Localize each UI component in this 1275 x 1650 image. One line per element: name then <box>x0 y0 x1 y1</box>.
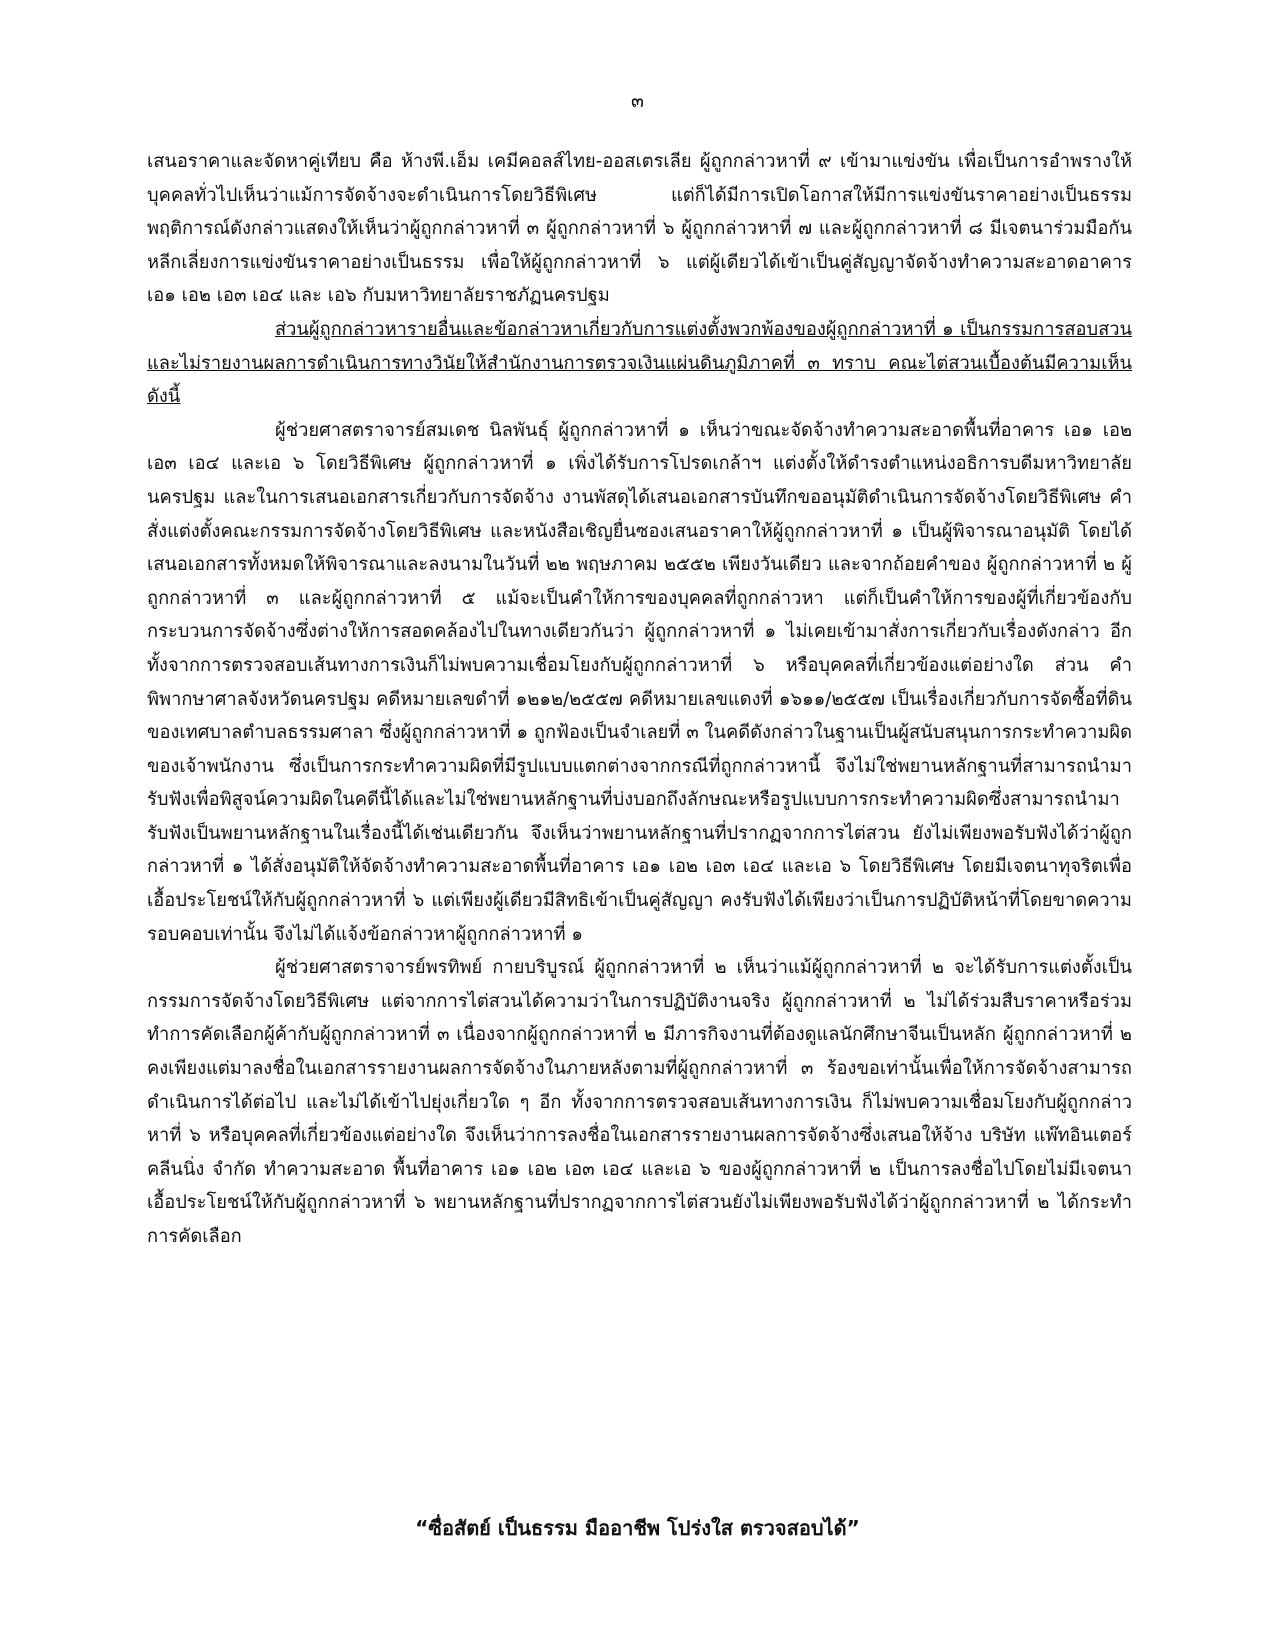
paragraph-continuation: เสนอราคาและจัดหาคู่เทียบ คือ ห้างพี.เอ็ม เคมีคอลส์ไทย-ออสเตรเลีย ผู้ถูกกล่าวหาที่ ๙ เข้ามาแข่งขัน เพื่อเป็นการอำพรางให้บุคคลทั่วไปเห็นว่าแม้การจัดจ้างจะดำเนินการโดยวิธีพิเศษ แต่ก็ได้มีการเปิดโอกาสให้มีการแข่งขันราคาอย่างเป็นธรรม พฤติการณ์ดังกล่าวแสดงให้เห็นว่าผู้ถูกกล่าวหาที่ ๓ ผู้ถูกกล่าวหาที่ ๖ ผู้ถูกกล่าวหาที่ ๗ และผู้ถูกกล่าวหาที่ ๘ มีเจตนาร่วมมือกันหลีกเลี่ยงการแข่งขันราคาอย่างเป็นธรรม เพื่อให้ผู้ถูกกล่าวหาที่ ๖ แต่ผู้เดียวได้เข้าเป็นคู่สัญญาจัดจ้างทำความสะอาดอาคาร เอ๑ เอ๒ เอ๓ เอ๔ และ เอ๖ กับมหาวิทยาลัยราชภัฏนครปฐม <box>147 151 1132 307</box>
paragraph-accused-1: ผู้ช่วยศาสตราจารย์สมเดช นิลพันธุ์ ผู้ถูกกล่าวหาที่ ๑ เห็นว่าขณะจัดจ้างทำความสะอาดพื้นที่อาคาร เอ๑ เอ๒ เอ๓ เอ๔ และเอ ๖ โดยวิธีพิเศษ ผู้ถูกกล่าวหาที่ ๑ เพิ่งได้รับการโปรดเกล้าฯ แต่งตั้งให้ดำรงตำแหน่งอธิการบดีมหาวิทยาลัยนครปฐม และในการเสนอเอกสารเกี่ยวกับการจัดจ้าง งานพัสดุได้เสนอเอกสารบันทึกขออนุมัติดำเนินการจัดจ้างโดยวิธีพิเศษ คำสั่งแต่งตั้งคณะกรรมการจัดจ้างโดยวิธีพิเศษ และหนังสือเชิญยื่นซองเสนอราคาให้ผู้ถูกกล่าวหาที่ ๑ เป็นผู้พิจารณาอนุมัติ โดยได้เสนอเอกสารทั้งหมดให้พิจารณาและลงนามในวันที่ ๒๒ พฤษภาคม ๒๕๕๒ เพียงวันเดียว และจากถ้อยคำของ ผู้ถูกกล่าวหาที่ ๒ ผู้ถูกกล่าวหาที่ ๓ และผู้ถูกกล่าวหาที่ ๕ แม้จะเป็นคำให้การของบุคคลที่ถูกกล่าวหา แต่ก็เป็นคำให้การของผู้ที่เกี่ยวข้องกับกระบวนการจัดจ้างซึ่งต่างให้การสอดคล้องไปในทางเดียวกันว่า ผู้ถูกกล่าวหาที่ ๑ ไม่เคยเข้ามาสั่งการเกี่ยวกับเรื่องดังกล่าว อีกทั้งจากการตรวจสอบเส้นทางการเงินก็ไม่พบความเชื่อมโยงกับผู้ถูกกล่าวหาที่ ๖ หรือบุคคลที่เกี่ยวข้องแต่อย่างใด ส่วน คำพิพากษาศาลจังหวัดนครปฐม คดีหมายเลขดำที่ ๑๒๑๒/๒๕๕๗ คดีหมายเลขแดงที่ ๑๖๑๑/๒๕๕๗ เป็นเรื่องเกี่ยวกับการจัดซื้อที่ดินของเทศบาลตำบลธรรมศาลา ซึ่งผู้ถูกกล่าวหาที่ ๑ ถูกฟ้องเป็นจำเลยที่ ๓ ในคดีดังกล่าวในฐานเป็นผู้สนับสนุนการกระทำความผิดของเจ้าพนักงาน ซึ่งเป็นการกระทำความผิดที่มีรูปแบบแตกต่างจากกรณีที่ถูกกล่าวหานี้ จึงไม่ใช่พยานหลักฐานที่สามารถนำมารับฟังเพื่อพิสูจน์ความผิดในคดีนี้ได้และไม่ใช่พยานหลักฐานที่บ่งบอกถึงลักษณะหรือรูปแบบการกระทำความผิดซึ่งสามารถนำมารับฟังเป็นพยานหลักฐานในเรื่องนี้ได้เช่นเดียวกัน จึงเห็นว่าพยานหลักฐานที่ปรากฏจากการไต่สวน ยังไม่เพียงพอรับฟังได้ว่าผู้ถูกกล่าวหาที่ ๑ ได้สั่งอนุมัติให้จัดจ้างทำความสะอาดพื้นที่อาคาร เอ๑ เอ๒ เอ๓ เอ๔ และเอ ๖ โดยวิธีพิเศษ โดยมีเจตนาทุจริตเพื่อเอื้อประโยชน์ให้กับผู้ถูกกล่าวหาที่ ๖ แต่เพียงผู้เดียวมีสิทธิเข้าเป็นคู่สัญญา คงรับฟังได้เพียงว่าเป็นการปฏิบัติหน้าที่โดยขาดความรอบคอบเท่านั้น จึงไม่ได้แจ้งข้อกล่าวหาผู้ถูกกล่าวหาที่ ๑ <box>147 419 1132 945</box>
page-number: ๓ <box>631 90 644 112</box>
section-heading: ส่วนผู้ถูกกล่าวหารายอื่นและข้อกล่าวหาเกี่ยวกับการแต่งตั้งพวกพ้องของผู้ถูกกล่าวหาที่ ๑ เป็นกรรมการสอบสวน และไม่รายงานผลการดำเนินการทางวินัยให้สำนักงานการตรวจเงินแผ่นดินภูมิภาคที่ ๓ ทราบ คณะไต่สวนเบื้องต้นมีความเห็น ดังนี้ <box>147 318 1132 408</box>
document-body <box>147 145 1132 1254</box>
paragraph-accused-2: ผู้ช่วยศาสตราจารย์พรทิพย์ กายบริบูรณ์ ผู้ถูกกล่าวหาที่ ๒ เห็นว่าแม้ผู้ถูกกล่าวหาที่ ๒ จะได้รับการแต่งตั้งเป็นกรรมการจัดจ้างโดยวิธีพิเศษ แต่จากการไต่สวนได้ความว่าในการปฏิบัติงานจริง ผู้ถูกกล่าวหาที่ ๒ ไม่ได้ร่วมสืบราคาหรือร่วมทำการคัดเลือกผู้ค้ากับผู้ถูกกล่าวหาที่ ๓ เนื่องจากผู้ถูกกล่าวหาที่ ๒ มีภารกิจงานที่ต้องดูแลนักศึกษาจีนเป็นหลัก ผู้ถูกกล่าวหาที่ ๒ คงเพียงแต่มาลงชื่อในเอกสารรายงานผลการจัดจ้างในภายหลังตามที่ผู้ถูกกล่าวหาที่ ๓ ร้องขอเท่านั้นเพื่อให้การจัดจ้างสามารถดำเนินการได้ต่อไป และไม่ได้เข้าไปยุ่งเกี่ยวใด ๆ อีก ทั้งจากการตรวจสอบเส้นทางการเงิน ก็ไม่พบความเชื่อมโยงกับผู้ถูกกล่าวหาที่ ๖ หรือบุคคลที่เกี่ยวข้องแต่อย่างใด จึงเห็นว่าการลงชื่อในเอกสารรายงานผลการจัดจ้างซึ่งเสนอให้จ้าง บริษัท แพ๊ทอินเตอร์ คลีนนิ่ง จำกัด ทำความสะอาด พื้นที่อาคาร เอ๑ เอ๒ เอ๓ เอ๔ และเอ ๖ ของผู้ถูกกล่าวหาที่ ๒ เป็นการลงชื่อไปโดยไม่มีเจตนาเอื้อประโยชน์ให้กับผู้ถูกกล่าวหาที่ ๖ พยานหลักฐานที่ปรากฏจากการไต่สวนยังไม่เพียงพอรับฟังได้ว่าผู้ถูกกล่าวหาที่ ๒ ได้กระทำการคัดเลือก <box>147 957 1132 1247</box>
footer-slogan: “ซื่อสัตย์ เป็นธรรม มืออาชีพ โปร่งใส ตรวจสอบได้” <box>415 1516 860 1540</box>
